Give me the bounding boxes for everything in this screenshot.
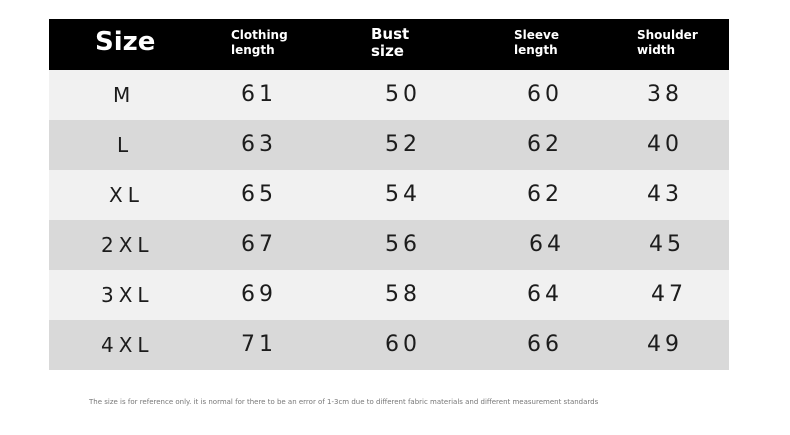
cell-clothing-length: 69	[241, 282, 277, 307]
cell-size: 3XL	[101, 283, 154, 307]
cell-size: XL	[109, 183, 144, 207]
header-bust-size: Bust size	[371, 25, 410, 61]
cell-shoulder-width: 47	[651, 282, 687, 307]
cell-sleeve-length: 62	[527, 182, 563, 207]
table-row	[49, 270, 729, 320]
cell-shoulder-width: 38	[647, 82, 683, 107]
table-header-row	[49, 19, 729, 70]
cell-bust-size: 52	[385, 132, 421, 157]
table-row	[49, 220, 729, 270]
cell-size: 2XL	[101, 233, 154, 257]
cell-clothing-length: 65	[241, 182, 277, 207]
table-row	[49, 120, 729, 170]
cell-clothing-length: 61	[241, 82, 277, 107]
size-chart-table	[49, 19, 729, 370]
cell-bust-size: 56	[385, 232, 421, 257]
cell-bust-size: 60	[385, 332, 421, 357]
cell-size: L	[117, 133, 134, 157]
cell-sleeve-length: 64	[527, 282, 563, 307]
cell-clothing-length: 63	[241, 132, 277, 157]
cell-sleeve-length: 60	[527, 82, 563, 107]
cell-clothing-length: 67	[241, 232, 277, 257]
cell-sleeve-length: 66	[527, 332, 563, 357]
cell-shoulder-width: 49	[647, 332, 683, 357]
size-disclaimer: The size is for reference only. it is normal for there to be an error of 1-3cm due to different fabric materials and different measurement standards	[89, 398, 599, 406]
header-shoulder-width: Shoulder width	[637, 28, 698, 57]
cell-size: M	[113, 83, 136, 107]
cell-bust-size: 50	[385, 82, 421, 107]
header-size: Size	[95, 27, 156, 57]
cell-shoulder-width: 40	[647, 132, 683, 157]
cell-size: 4XL	[101, 333, 154, 357]
cell-sleeve-length: 62	[527, 132, 563, 157]
table-row	[49, 170, 729, 220]
header-sleeve-length: Sleeve length	[514, 28, 559, 57]
cell-shoulder-width: 45	[649, 232, 685, 257]
header-clothing-length: Clothing length	[231, 28, 288, 57]
cell-sleeve-length: 64	[529, 232, 565, 257]
table-row	[49, 320, 729, 370]
cell-shoulder-width: 43	[647, 182, 683, 207]
cell-bust-size: 54	[385, 182, 421, 207]
table-row	[49, 70, 729, 120]
cell-bust-size: 58	[385, 282, 421, 307]
cell-clothing-length: 71	[241, 332, 277, 357]
